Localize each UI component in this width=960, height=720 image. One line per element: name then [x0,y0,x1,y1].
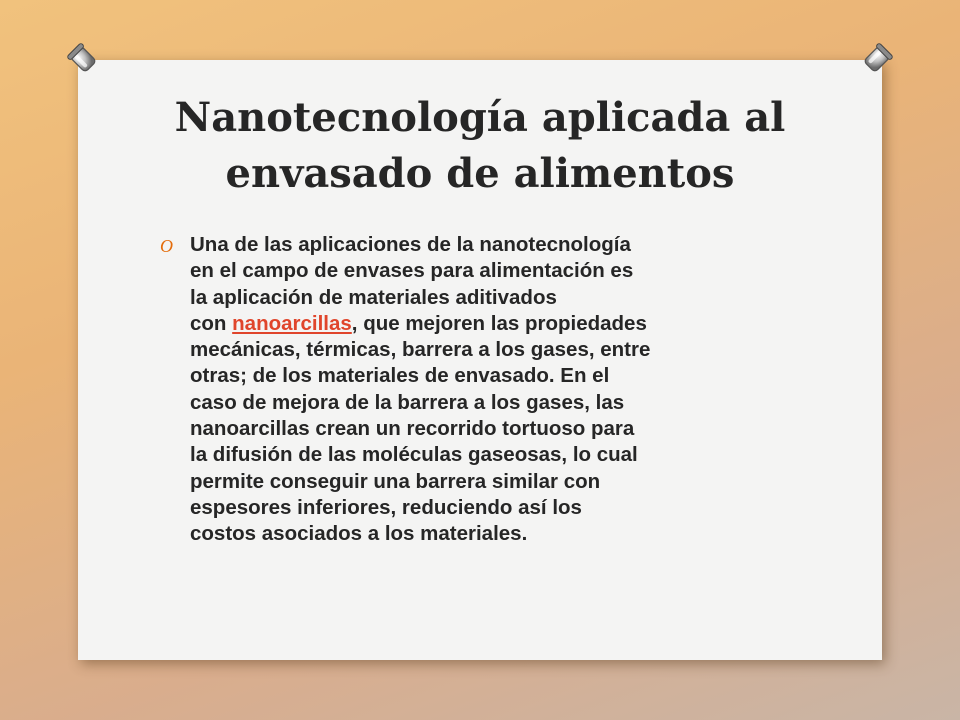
paragraph-line: la difusión de las moléculas gaseosas, lo cual [190,443,638,467]
paragraph-line: costos asociados a los materiales. [190,522,528,546]
paragraph-line: permite conseguir una barrera similar con [190,469,601,493]
paragraph-line: nanoarcillas crean un recorrido tortuoso para [190,417,635,441]
paragraph-line: otras; de los materiales de envasado. En el [190,364,610,388]
paragraph-line: espesores inferiores, reduciendo así los [190,495,582,519]
nanoarcillas-link[interactable]: nanoarcillas [232,311,352,335]
paragraph-line: Una de las aplicaciones de la nanotecnología [190,233,631,256]
bullet-item [160,232,800,548]
paragraph-line: con [190,311,233,335]
paragraph-line: , que mejoren las propiedades [351,311,647,335]
paragraph-line: caso de mejora de la barrera a los gases, las [190,390,625,414]
title-line-1: Nanotecnología aplicada al [174,94,786,141]
paragraph-line: en el campo de envases para alimentación es [190,259,634,283]
pushpin-right-icon [860,42,894,76]
bullet-marker-icon: O [160,236,173,256]
pushpin-left-icon [66,42,100,76]
paragraph-line: la aplicación de materiales aditivados [190,285,557,309]
slide-title [100,90,860,202]
bullet-paragraph [190,232,800,548]
title-line-2: envasado de alimentos [225,150,735,197]
paragraph-line: mecánicas, térmicas, barrera a los gases, entre [190,338,651,362]
